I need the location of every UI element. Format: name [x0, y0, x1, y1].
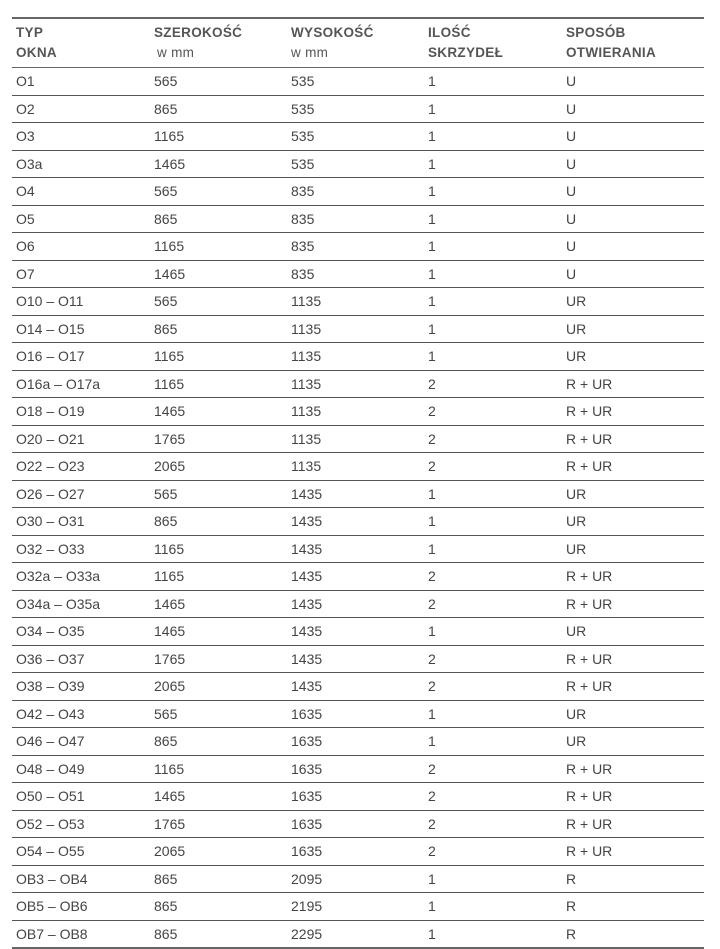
cell-height: 1635: [287, 700, 424, 728]
cell-sash-count: 1: [424, 315, 562, 343]
header-line: SZEROKOŚĆ: [154, 25, 243, 40]
cell-height: 1135: [287, 398, 424, 426]
cell-width: 1165: [150, 535, 287, 563]
cell-height: 2095: [287, 865, 424, 893]
cell-opening-method: UR: [562, 315, 704, 343]
cell-height: 1435: [287, 535, 424, 563]
cell-window-type: O7: [12, 260, 150, 288]
table-row: [12, 673, 704, 701]
cell-width: 1465: [150, 618, 287, 646]
cell-opening-method: U: [562, 123, 704, 151]
header-line: OTWIERANIA: [566, 45, 656, 60]
cell-opening-method: U: [562, 205, 704, 233]
cell-window-type: O26 – O27: [12, 480, 150, 508]
cell-sash-count: 1: [424, 865, 562, 893]
table-row: [12, 315, 704, 343]
table-row: [12, 755, 704, 783]
cell-height: 1435: [287, 508, 424, 536]
table-row: [12, 728, 704, 756]
cell-opening-method: R + UR: [562, 645, 704, 673]
header-line: WYSOKOŚĆ: [291, 25, 374, 40]
cell-opening-method: U: [562, 178, 704, 206]
header-line: w mm: [291, 45, 329, 60]
header-line: w mm: [157, 45, 195, 60]
table-row: [12, 453, 704, 481]
header-window-type: [12, 18, 150, 68]
cell-opening-method: R + UR: [562, 590, 704, 618]
cell-height: 1435: [287, 480, 424, 508]
cell-window-type: O3: [12, 123, 150, 151]
cell-width: 1465: [150, 783, 287, 811]
cell-window-type: O22 – O23: [12, 453, 150, 481]
cell-window-type: O1: [12, 68, 150, 96]
cell-window-type: O52 – O53: [12, 810, 150, 838]
cell-width: 1165: [150, 563, 287, 591]
cell-window-type: O32a – O33a: [12, 563, 150, 591]
cell-height: 1435: [287, 590, 424, 618]
cell-window-type: O4: [12, 178, 150, 206]
cell-window-type: O6: [12, 233, 150, 261]
cell-sash-count: 2: [424, 838, 562, 866]
table-row: [12, 590, 704, 618]
cell-sash-count: 2: [424, 370, 562, 398]
cell-window-type: O36 – O37: [12, 645, 150, 673]
cell-opening-method: U: [562, 150, 704, 178]
cell-width: 1765: [150, 810, 287, 838]
cell-height: 835: [287, 205, 424, 233]
cell-height: 535: [287, 95, 424, 123]
cell-width: 865: [150, 95, 287, 123]
cell-opening-method: R + UR: [562, 425, 704, 453]
cell-window-type: O32 – O33: [12, 535, 150, 563]
cell-height: 1135: [287, 453, 424, 481]
header-opening-method: [562, 18, 704, 68]
table-row: [12, 618, 704, 646]
cell-height: 1635: [287, 728, 424, 756]
table-body: [12, 68, 704, 949]
cell-window-type: OB7 – OB8: [12, 920, 150, 948]
cell-opening-method: U: [562, 233, 704, 261]
cell-window-type: O2: [12, 95, 150, 123]
cell-height: 535: [287, 123, 424, 151]
cell-window-type: O14 – O15: [12, 315, 150, 343]
cell-sash-count: 1: [424, 123, 562, 151]
cell-height: 835: [287, 233, 424, 261]
cell-window-type: O5: [12, 205, 150, 233]
table-row: [12, 645, 704, 673]
cell-height: 535: [287, 150, 424, 178]
cell-sash-count: 1: [424, 95, 562, 123]
cell-height: 1135: [287, 425, 424, 453]
cell-opening-method: UR: [562, 700, 704, 728]
table-row: [12, 233, 704, 261]
cell-height: 1135: [287, 315, 424, 343]
cell-opening-method: R + UR: [562, 453, 704, 481]
cell-height: 1635: [287, 838, 424, 866]
cell-width: 865: [150, 728, 287, 756]
table-row: [12, 68, 704, 96]
window-dimensions-table-container: [12, 17, 704, 949]
cell-sash-count: 1: [424, 150, 562, 178]
cell-window-type: O16 – O17: [12, 343, 150, 371]
cell-window-type: O42 – O43: [12, 700, 150, 728]
cell-sash-count: 1: [424, 205, 562, 233]
header-line: ILOŚĆ: [428, 25, 471, 40]
cell-width: 1165: [150, 233, 287, 261]
table-row: [12, 480, 704, 508]
cell-opening-method: R + UR: [562, 370, 704, 398]
cell-opening-method: R + UR: [562, 838, 704, 866]
header-row: [12, 18, 704, 68]
cell-height: 1435: [287, 618, 424, 646]
table-row: [12, 893, 704, 921]
cell-height: 1135: [287, 343, 424, 371]
cell-opening-method: R + UR: [562, 783, 704, 811]
window-dimensions-table: [12, 17, 704, 949]
cell-width: 2065: [150, 838, 287, 866]
table-row: [12, 508, 704, 536]
cell-width: 2065: [150, 453, 287, 481]
cell-window-type: O50 – O51: [12, 783, 150, 811]
cell-sash-count: 2: [424, 453, 562, 481]
cell-height: 1635: [287, 755, 424, 783]
cell-window-type: O3a: [12, 150, 150, 178]
table-row: [12, 700, 704, 728]
cell-height: 835: [287, 178, 424, 206]
cell-sash-count: 1: [424, 618, 562, 646]
cell-opening-method: UR: [562, 535, 704, 563]
cell-height: 1435: [287, 645, 424, 673]
cell-opening-method: R + UR: [562, 810, 704, 838]
table-row: [12, 535, 704, 563]
cell-opening-method: R + UR: [562, 563, 704, 591]
cell-sash-count: 1: [424, 233, 562, 261]
cell-width: 865: [150, 205, 287, 233]
cell-width: 2065: [150, 673, 287, 701]
cell-sash-count: 1: [424, 535, 562, 563]
table-row: [12, 260, 704, 288]
cell-sash-count: 1: [424, 728, 562, 756]
cell-opening-method: R + UR: [562, 755, 704, 783]
cell-height: 1135: [287, 288, 424, 316]
table-row: [12, 838, 704, 866]
cell-window-type: O30 – O31: [12, 508, 150, 536]
cell-opening-method: U: [562, 95, 704, 123]
cell-height: 835: [287, 260, 424, 288]
cell-height: 1635: [287, 783, 424, 811]
cell-window-type: O34a – O35a: [12, 590, 150, 618]
cell-opening-method: UR: [562, 343, 704, 371]
cell-sash-count: 1: [424, 893, 562, 921]
cell-height: 1135: [287, 370, 424, 398]
table-header: [12, 18, 704, 68]
cell-sash-count: 2: [424, 810, 562, 838]
cell-opening-method: R + UR: [562, 398, 704, 426]
cell-height: 535: [287, 68, 424, 96]
cell-window-type: O38 – O39: [12, 673, 150, 701]
cell-sash-count: 1: [424, 260, 562, 288]
cell-sash-count: 1: [424, 920, 562, 948]
cell-window-type: O34 – O35: [12, 618, 150, 646]
header-line: SKRZYDEŁ: [428, 45, 504, 60]
table-row: [12, 865, 704, 893]
table-row: [12, 150, 704, 178]
table-row: [12, 810, 704, 838]
cell-opening-method: R: [562, 920, 704, 948]
cell-sash-count: 1: [424, 508, 562, 536]
cell-opening-method: R + UR: [562, 673, 704, 701]
table-row: [12, 95, 704, 123]
cell-sash-count: 2: [424, 783, 562, 811]
cell-sash-count: 2: [424, 673, 562, 701]
table-row: [12, 178, 704, 206]
cell-opening-method: UR: [562, 728, 704, 756]
table-row: [12, 920, 704, 948]
cell-width: 1465: [150, 590, 287, 618]
cell-width: 1165: [150, 343, 287, 371]
cell-window-type: O10 – O11: [12, 288, 150, 316]
cell-width: 865: [150, 508, 287, 536]
header-sash-count: [424, 18, 562, 68]
header-width: [150, 18, 287, 68]
table-row: [12, 370, 704, 398]
cell-window-type: OB3 – OB4: [12, 865, 150, 893]
cell-width: 865: [150, 315, 287, 343]
cell-width: 1465: [150, 398, 287, 426]
cell-height: 1435: [287, 563, 424, 591]
cell-sash-count: 2: [424, 398, 562, 426]
cell-opening-method: R: [562, 865, 704, 893]
cell-sash-count: 1: [424, 68, 562, 96]
cell-width: 1465: [150, 150, 287, 178]
cell-width: 1765: [150, 645, 287, 673]
cell-height: 1435: [287, 673, 424, 701]
cell-width: 1165: [150, 370, 287, 398]
table-row: [12, 205, 704, 233]
header-line: OKNA: [16, 45, 57, 60]
cell-width: 865: [150, 920, 287, 948]
cell-sash-count: 2: [424, 425, 562, 453]
cell-sash-count: 2: [424, 645, 562, 673]
cell-height: 2195: [287, 893, 424, 921]
cell-width: 565: [150, 68, 287, 96]
header-line: TYP: [16, 25, 44, 40]
cell-opening-method: UR: [562, 618, 704, 646]
cell-window-type: O20 – O21: [12, 425, 150, 453]
table-row: [12, 425, 704, 453]
cell-window-type: OB5 – OB6: [12, 893, 150, 921]
cell-width: 565: [150, 288, 287, 316]
cell-window-type: O16a – O17a: [12, 370, 150, 398]
cell-window-type: O54 – O55: [12, 838, 150, 866]
cell-sash-count: 1: [424, 288, 562, 316]
cell-width: 1165: [150, 123, 287, 151]
cell-width: 1765: [150, 425, 287, 453]
cell-height: 2295: [287, 920, 424, 948]
cell-window-type: O18 – O19: [12, 398, 150, 426]
cell-window-type: O48 – O49: [12, 755, 150, 783]
cell-window-type: O46 – O47: [12, 728, 150, 756]
cell-sash-count: 2: [424, 563, 562, 591]
cell-opening-method: UR: [562, 508, 704, 536]
cell-width: 1465: [150, 260, 287, 288]
cell-width: 865: [150, 865, 287, 893]
cell-sash-count: 2: [424, 755, 562, 783]
table-row: [12, 783, 704, 811]
cell-sash-count: 1: [424, 178, 562, 206]
cell-width: 565: [150, 700, 287, 728]
table-row: [12, 563, 704, 591]
header-height: [287, 18, 424, 68]
cell-width: 565: [150, 178, 287, 206]
cell-height: 1635: [287, 810, 424, 838]
table-row: [12, 288, 704, 316]
cell-opening-method: UR: [562, 288, 704, 316]
cell-sash-count: 1: [424, 700, 562, 728]
cell-sash-count: 1: [424, 343, 562, 371]
cell-width: 565: [150, 480, 287, 508]
table-row: [12, 343, 704, 371]
cell-opening-method: R: [562, 893, 704, 921]
cell-opening-method: U: [562, 68, 704, 96]
table-row: [12, 398, 704, 426]
cell-sash-count: 2: [424, 590, 562, 618]
table-row: [12, 123, 704, 151]
cell-sash-count: 1: [424, 480, 562, 508]
cell-opening-method: UR: [562, 480, 704, 508]
header-line: SPOSÓB: [566, 25, 626, 40]
cell-opening-method: U: [562, 260, 704, 288]
cell-width: 1165: [150, 755, 287, 783]
cell-width: 865: [150, 893, 287, 921]
